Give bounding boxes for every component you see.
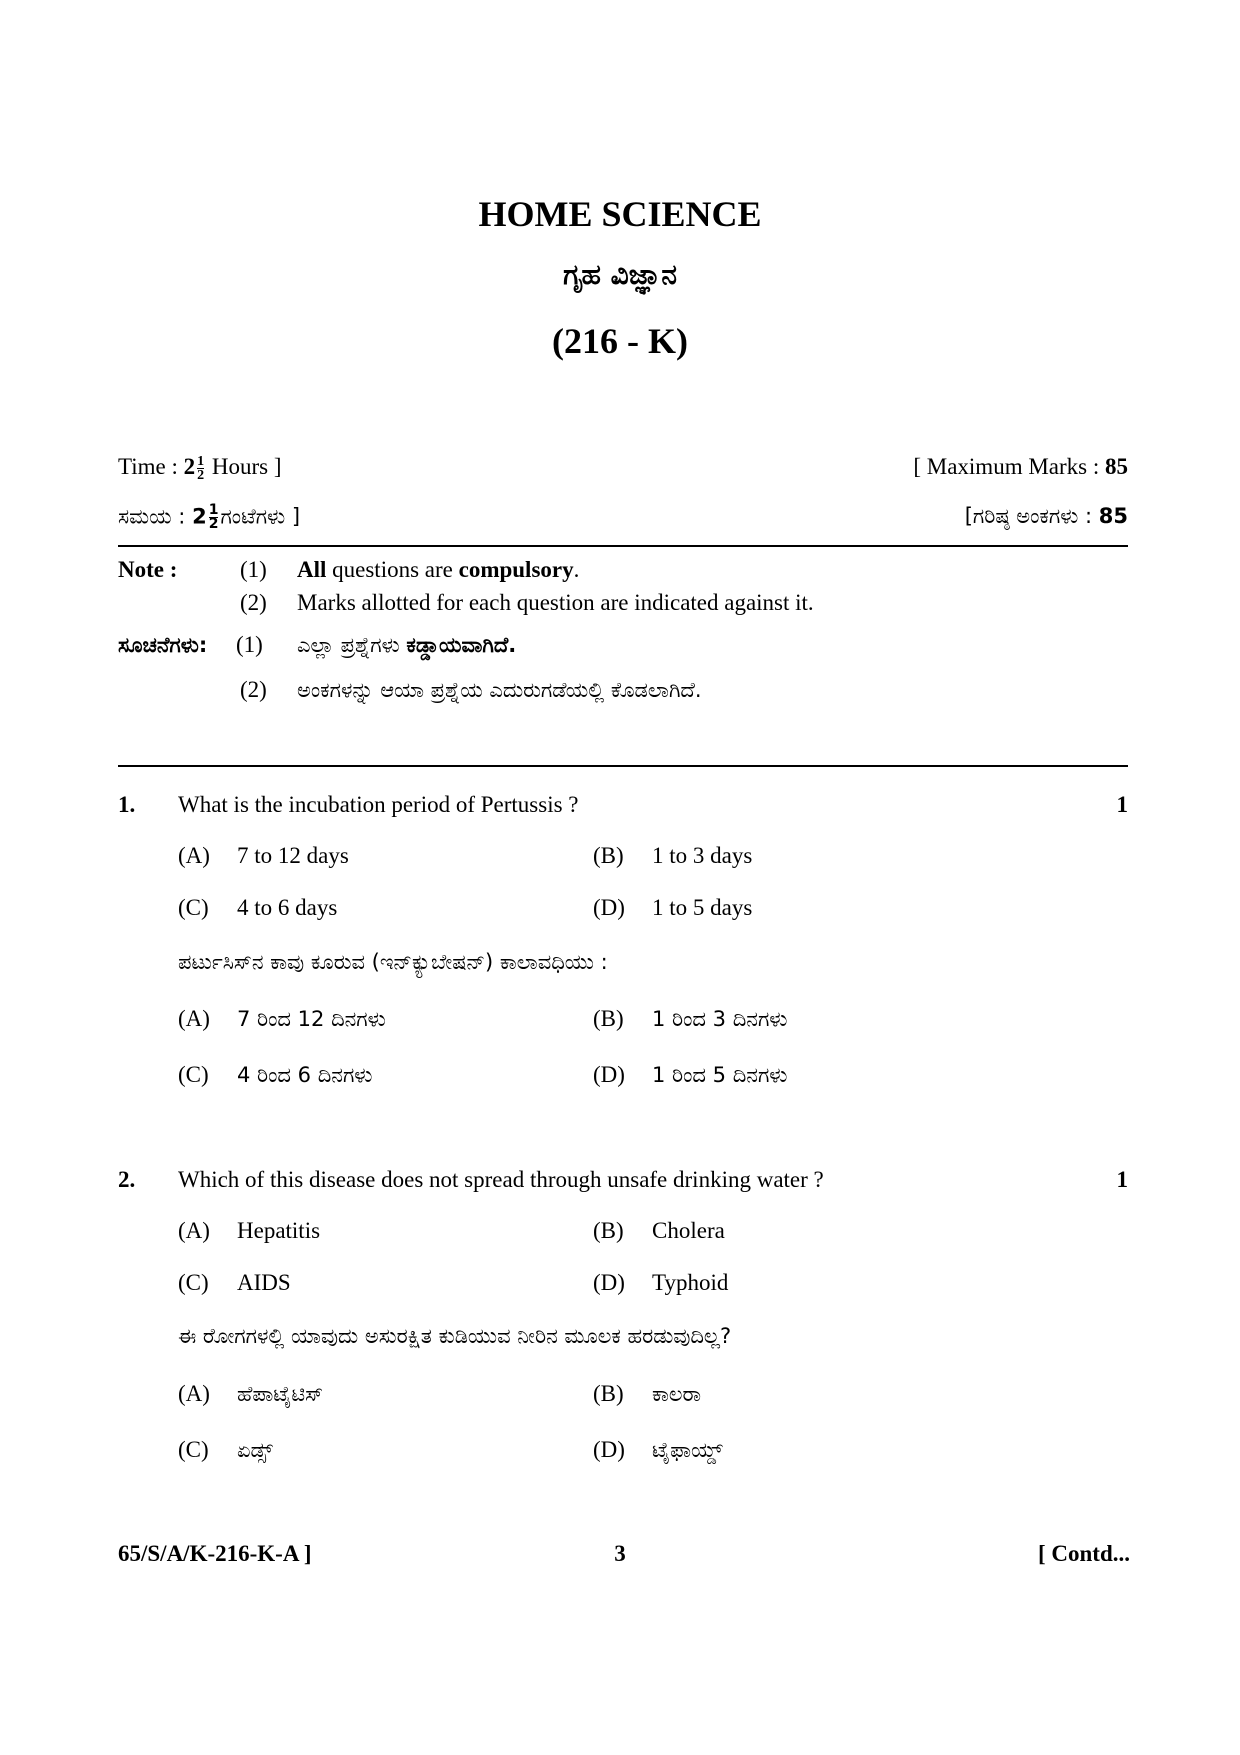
subject-title: HOME SCIENCE <box>478 194 762 234</box>
q1-option-c-key: (C) <box>178 895 209 920</box>
q1-kn-option-b-key: (B) <box>593 1006 624 1031</box>
max-marks-line <box>913 454 1128 480</box>
footer-contd: [ Contd... <box>1037 1541 1130 1566</box>
note-1-text-kannada: ಎಲ್ಲಾ ಪ್ರಶ್ನೆಗಳು ಕಡ್ಡಾಯವಾಗಿದೆ. <box>297 633 517 657</box>
max-marks-label-kannada: [ಗರಿಷ್ಠ ಅಂಕಗಳು : <box>964 504 1093 528</box>
q1-option-d-text: 1 to 5 days <box>652 895 753 920</box>
q2-option-c-key: (C) <box>178 1270 209 1295</box>
note-2-number-kannada: (2) <box>240 677 267 702</box>
subject-code: (216 - K) <box>552 321 688 361</box>
q1-kn-option-d-key: (D) <box>593 1062 625 1087</box>
note-label-kannada: ಸೂಚನೆಗಳು: <box>118 633 208 657</box>
question-1-text: What is the incubation period of Pertussis ? <box>178 792 579 817</box>
note-1-number-kannada: (1) <box>236 632 263 657</box>
note-2-number: (2) <box>240 590 267 615</box>
time-label: Time : <box>118 454 178 479</box>
max-marks-value: 85 <box>1105 454 1128 479</box>
time-whole: 2 <box>183 454 196 479</box>
q2-kn-option-a-text: ಹೆಪಾಟೈಟಿಸ್ <box>237 1382 324 1406</box>
time-whole-kannada: 2 <box>192 504 207 529</box>
note-2-text-kannada: ಅಂಕಗಳನ್ನು ಆಯಾ ಪ್ರಶ್ನೆಯ ಎದುರುಗಡೆಯಲ್ಲಿ ಕೊಡಲಾಗಿದೆ. <box>297 678 702 702</box>
footer-paper-code: 65/S/A/K-216-K-A ] <box>118 1541 312 1566</box>
q1-option-a-text: 7 to 12 days <box>237 843 349 868</box>
question-2-number: 2. <box>118 1167 136 1192</box>
q1-option-b-text: 1 to 3 days <box>652 843 753 868</box>
divider-top <box>118 545 1128 547</box>
max-marks-value-kannada: 85 <box>1098 504 1128 528</box>
q2-option-a-text: Hepatitis <box>237 1218 321 1243</box>
question-2-text-kannada: ಈ ರೋಗಗಳಲ್ಲಿ ಯಾವುದು ಅಸುರಕ್ಷಿತ ಕುಡಿಯುವ ನೀರಿನ ಮೂಲಕ ಹರಡುವುದಿಲ್ಲ? <box>178 1324 732 1348</box>
q1-option-a-key: (A) <box>178 843 210 868</box>
divider-middle <box>118 765 1128 767</box>
q2-kn-option-b-text: ಕಾಲರಾ <box>652 1382 701 1406</box>
time-line-kannada <box>118 504 300 531</box>
question-2-text: Which of this disease does not spread through unsafe drinking water ? <box>178 1167 824 1192</box>
q1-kn-option-c-key: (C) <box>178 1062 209 1087</box>
max-marks-line-kannada <box>965 504 1128 529</box>
q1-kn-option-d-text: 1 ರಿಂದ 5 ದಿನಗಳು <box>652 1063 788 1087</box>
q2-option-b-text: Cholera <box>652 1218 725 1243</box>
q1-kn-option-b-text: 1 ರಿಂದ 3 ದಿನಗಳು <box>652 1007 788 1031</box>
question-2-marks: 1 <box>1116 1167 1128 1192</box>
q1-option-c-text: 4 to 6 days <box>237 895 338 920</box>
q1-kn-option-c-text: 4 ರಿಂದ 6 ದಿನಗಳು <box>237 1063 373 1087</box>
q2-option-d-text: Typhoid <box>652 1270 729 1295</box>
q2-kn-option-a-key: (A) <box>178 1381 210 1406</box>
note-2-text: Marks allotted for each question are indicated against it. <box>297 590 814 615</box>
q2-kn-option-b-key: (B) <box>593 1381 624 1406</box>
q2-kn-option-c-text: ಏಡ್ಸ್ <box>237 1438 273 1462</box>
question-1-marks: 1 <box>1116 792 1128 817</box>
subject-title-kannada: ಗೃಹ ವಿಜ್ಞಾನ <box>563 258 677 291</box>
q1-option-d-key: (D) <box>593 895 625 920</box>
q2-kn-option-c-key: (C) <box>178 1437 209 1462</box>
question-1-text-kannada: ಪರ್ಟುಸಿಸ್‌ನ ಕಾವು ಕೂರುವ (ಇನ್‌ಕ್ಯುಬೇಷನ್) ಕಾಲಾವಧಿಯು : <box>178 950 608 974</box>
q2-option-b-key: (B) <box>593 1218 624 1243</box>
q2-option-d-key: (D) <box>593 1270 625 1295</box>
q2-option-a-key: (A) <box>178 1218 210 1243</box>
note-label: Note : <box>118 557 178 582</box>
time-fraction: $\frac{1}{2}$ <box>197 454 205 484</box>
q2-kn-option-d-key: (D) <box>593 1437 625 1462</box>
time-label-kannada: ಸಮಯ : <box>118 504 186 529</box>
note-1-number: (1) <box>240 557 267 582</box>
time-line <box>118 454 282 482</box>
time-fraction-kannada: $\frac{1}{2}$ <box>208 502 219 532</box>
question-1-number: 1. <box>118 792 136 817</box>
footer-page-number: 3 <box>614 1541 626 1566</box>
q1-option-b-key: (B) <box>593 843 624 868</box>
q2-option-c-text: AIDS <box>237 1270 291 1295</box>
note-1-text: All questions are compulsory. <box>297 557 580 582</box>
time-unit: Hours ] <box>211 454 282 479</box>
q2-kn-option-d-text: ಟೈಫಾಯ್ಡ್ <box>652 1438 723 1462</box>
max-marks-label: [ Maximum Marks : <box>913 454 1100 479</box>
q1-kn-option-a-key: (A) <box>178 1006 210 1031</box>
time-unit-kannada: ಗಂಟೆಗಳು ] <box>220 504 301 529</box>
q1-kn-option-a-text: 7 ರಿಂದ 12 ದಿನಗಳು <box>237 1007 386 1031</box>
